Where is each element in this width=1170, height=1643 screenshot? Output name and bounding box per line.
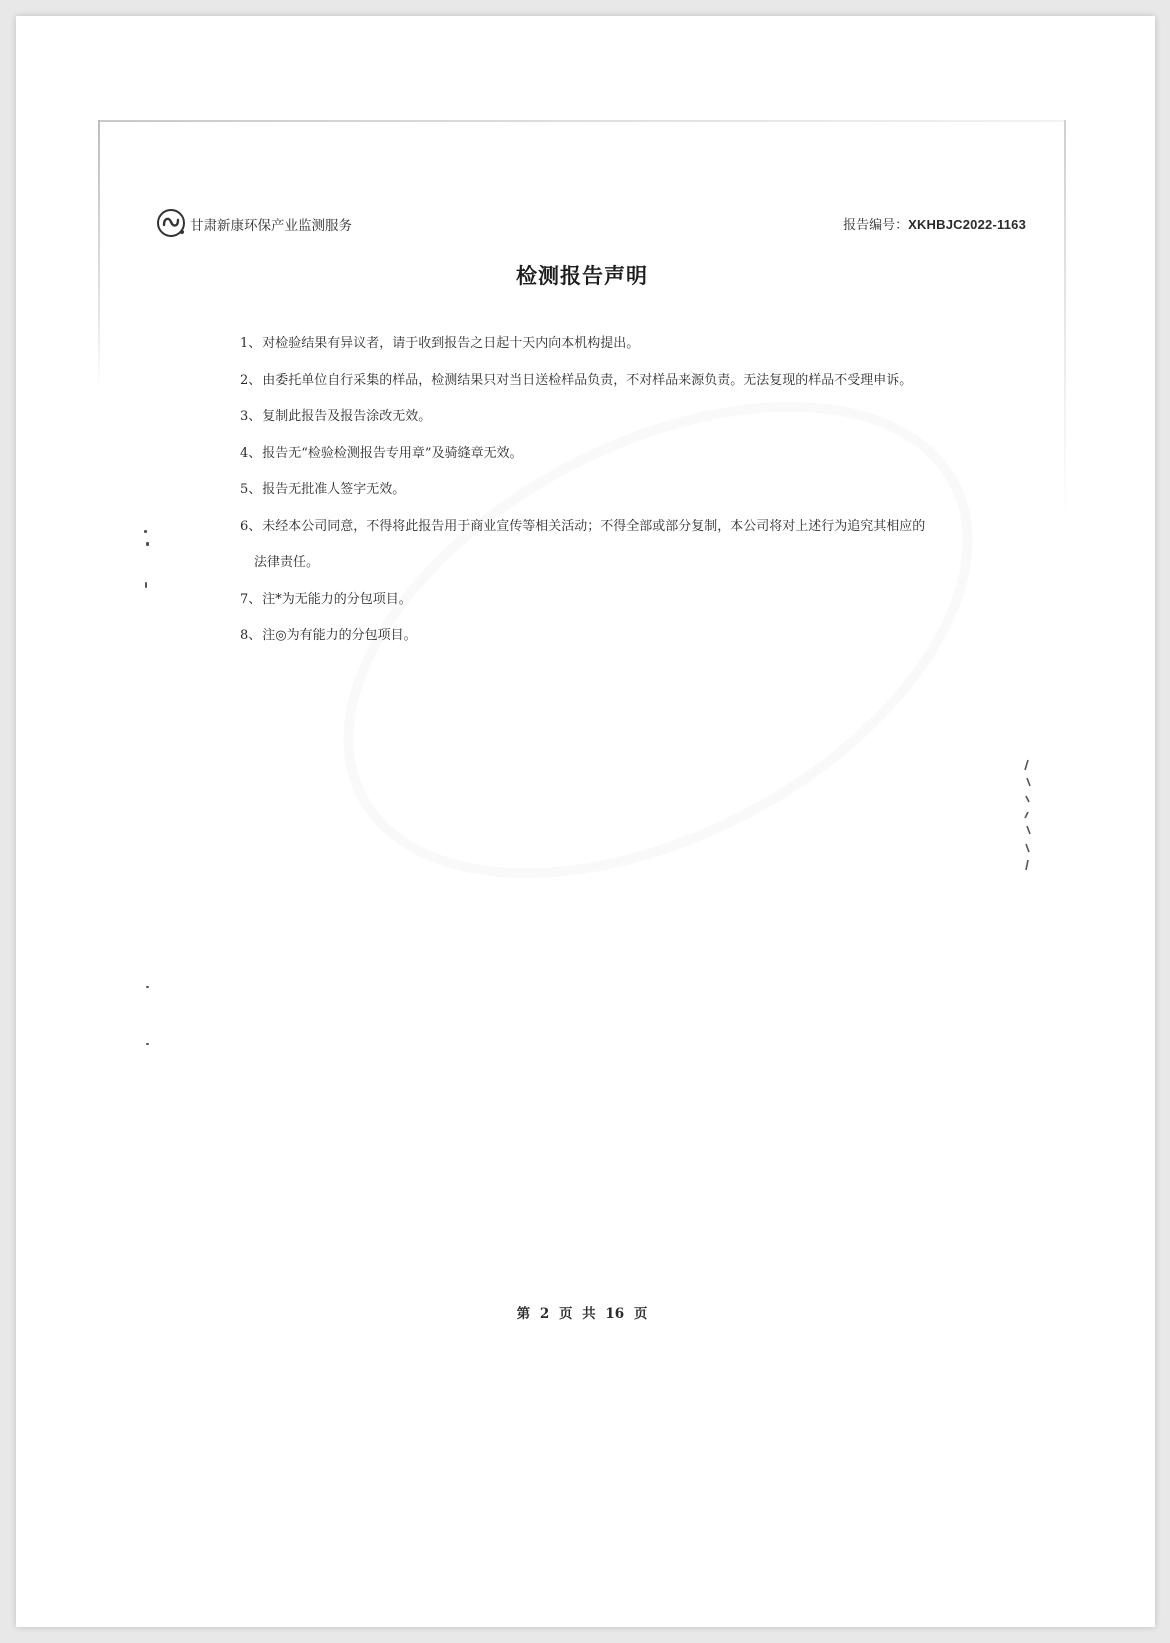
clause-number: 1、: [240, 336, 262, 351]
statement-list: [240, 326, 960, 655]
clause-text: 报告无批准人签字无效。: [262, 482, 406, 497]
scan-speck: [146, 986, 149, 988]
page-sheet: [16, 16, 1155, 1627]
list-item: [240, 436, 960, 473]
scan-edge-right: [1064, 120, 1066, 520]
clause-number: 5、: [240, 482, 262, 497]
list-item: [240, 618, 960, 655]
clause-number: 7、: [240, 591, 262, 607]
scan-speck: [146, 1043, 149, 1045]
clause-number: 2、: [240, 372, 262, 388]
clause-text: 复制此报告及报告涂改无效。: [262, 409, 432, 424]
report-number: [843, 214, 1026, 233]
clause-text: 对检验结果有异议者，请于收到报告之日起十天内向本机构提出。: [262, 336, 640, 351]
clause-text: 报告无“检验检测报告专用章”及骑缝章无效。: [262, 445, 523, 461]
clause-text: 注*为无能力的分包项目。: [262, 591, 412, 607]
page-number: 第 2 页 共 16 页: [516, 1306, 648, 1322]
list-item: [240, 399, 960, 436]
scan-edge-left: [98, 120, 100, 390]
list-item-continuation: 法律责任。: [254, 555, 320, 570]
scan-speck: [145, 582, 147, 588]
clause-number: 3、: [240, 409, 262, 424]
company-name: 甘肃新康环保产业监测服务: [190, 218, 352, 234]
clause-text: 注◎为有能力的分包项目。: [262, 628, 417, 643]
report-number-code: XKHBJC2022-1163: [908, 217, 1026, 232]
clause-number: 8、: [240, 628, 262, 643]
scanned-page: [98, 120, 1066, 1520]
list-item: [240, 326, 960, 363]
clause-number: 6、: [240, 518, 262, 534]
list-item: [240, 509, 960, 546]
scan-edge-top: [98, 120, 1066, 122]
report-number-label: 报告编号：: [843, 218, 909, 233]
page-title: 检测报告声明: [516, 263, 648, 288]
scan-speck: [146, 542, 149, 546]
company-logo-icon: [156, 208, 186, 238]
scan-speck: [144, 530, 147, 533]
clause-number: 4、: [240, 445, 262, 461]
page-header: [156, 208, 1026, 240]
list-item: [240, 582, 960, 619]
clause-text: 未经本公司同意，不得将此报告用于商业宣传等相关活动；不得全部或部分复制，本公司将对上述行为追究其相应的: [262, 518, 926, 534]
seam-stamp-fragment: [1022, 756, 1034, 876]
list-item: [240, 363, 960, 400]
clause-text: 由委托单位自行采集的样品，检测结果只对当日送检样品负责，不对样品来源负责。无法复现的样品不受理申诉。: [262, 372, 913, 388]
list-item: [240, 472, 960, 509]
